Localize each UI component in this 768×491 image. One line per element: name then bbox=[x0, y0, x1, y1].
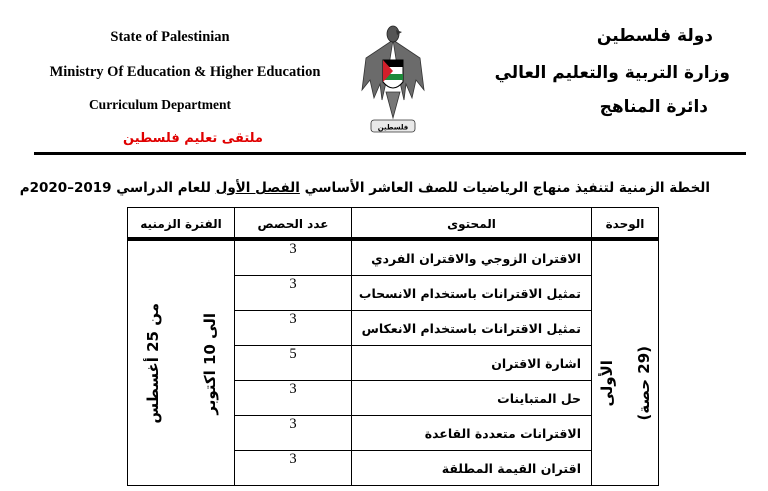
row-content: اقتران القيمة المطلقة bbox=[352, 451, 592, 486]
plan-title-part2: للعام الدراسي 2019–2020م bbox=[19, 180, 211, 196]
period-cell bbox=[128, 241, 235, 486]
header-count: عدد الحصص bbox=[235, 208, 352, 241]
emblem-caption: فلسطين bbox=[377, 123, 409, 132]
row-count: 3 bbox=[235, 381, 352, 416]
period-from: من 25 أغسطس bbox=[143, 302, 162, 424]
plan-title-part1: الخطة الزمنية لتنفيذ منهاج الرياضيات للصف العاشر الأساسي bbox=[304, 180, 710, 196]
row-content: الاقتران الزوجي والاقتران الفردي bbox=[352, 241, 592, 276]
row-count: 5 bbox=[235, 346, 352, 381]
header-period: الفترة الزمنيه bbox=[128, 208, 235, 241]
header-en-ministry: Ministry Of Education & Higher Education bbox=[49, 64, 321, 80]
period-to: الى 10 اكتوبر bbox=[200, 312, 219, 414]
plan-title bbox=[19, 180, 710, 196]
table-row bbox=[128, 241, 659, 276]
row-count: 3 bbox=[235, 416, 352, 451]
header-ar-department: دائرة المناهج bbox=[599, 97, 708, 117]
eagle-emblem-icon bbox=[360, 20, 426, 142]
header-divider bbox=[34, 152, 746, 155]
header-en-department: Curriculum Department bbox=[88, 97, 232, 112]
header-ar-ministry: وزارة التربية والتعليم العالي bbox=[494, 63, 730, 83]
row-count: 3 bbox=[235, 311, 352, 346]
forum-label: ملتقى تعليم فلسطين bbox=[123, 131, 263, 146]
row-content: تمثيل الاقترانات باستخدام الانسحاب bbox=[352, 276, 592, 311]
row-content: الاقترانات متعددة القاعدة bbox=[352, 416, 592, 451]
row-content: اشارة الاقتران bbox=[352, 346, 592, 381]
row-count: 3 bbox=[235, 276, 352, 311]
header-unit: الوحدة bbox=[592, 208, 659, 241]
plan-title-semester: الفصل الأول bbox=[215, 180, 300, 196]
unit-name: الأولى bbox=[597, 359, 616, 407]
header-en-state: State of Palestinian bbox=[110, 29, 230, 45]
row-content: تمثيل الاقترانات باستخدام الانعكاس bbox=[352, 311, 592, 346]
plan-table bbox=[127, 207, 659, 486]
header-ar-state: دولة فلسطين bbox=[596, 26, 713, 46]
unit-sessions: (29 حصة) bbox=[634, 345, 653, 421]
unit-cell bbox=[592, 241, 659, 486]
row-content: حل المتباينات bbox=[352, 381, 592, 416]
header-content: المحتوى bbox=[352, 208, 592, 241]
row-count: 3 bbox=[235, 451, 352, 486]
table-header-row bbox=[128, 208, 659, 241]
row-count: 3 bbox=[235, 241, 352, 276]
